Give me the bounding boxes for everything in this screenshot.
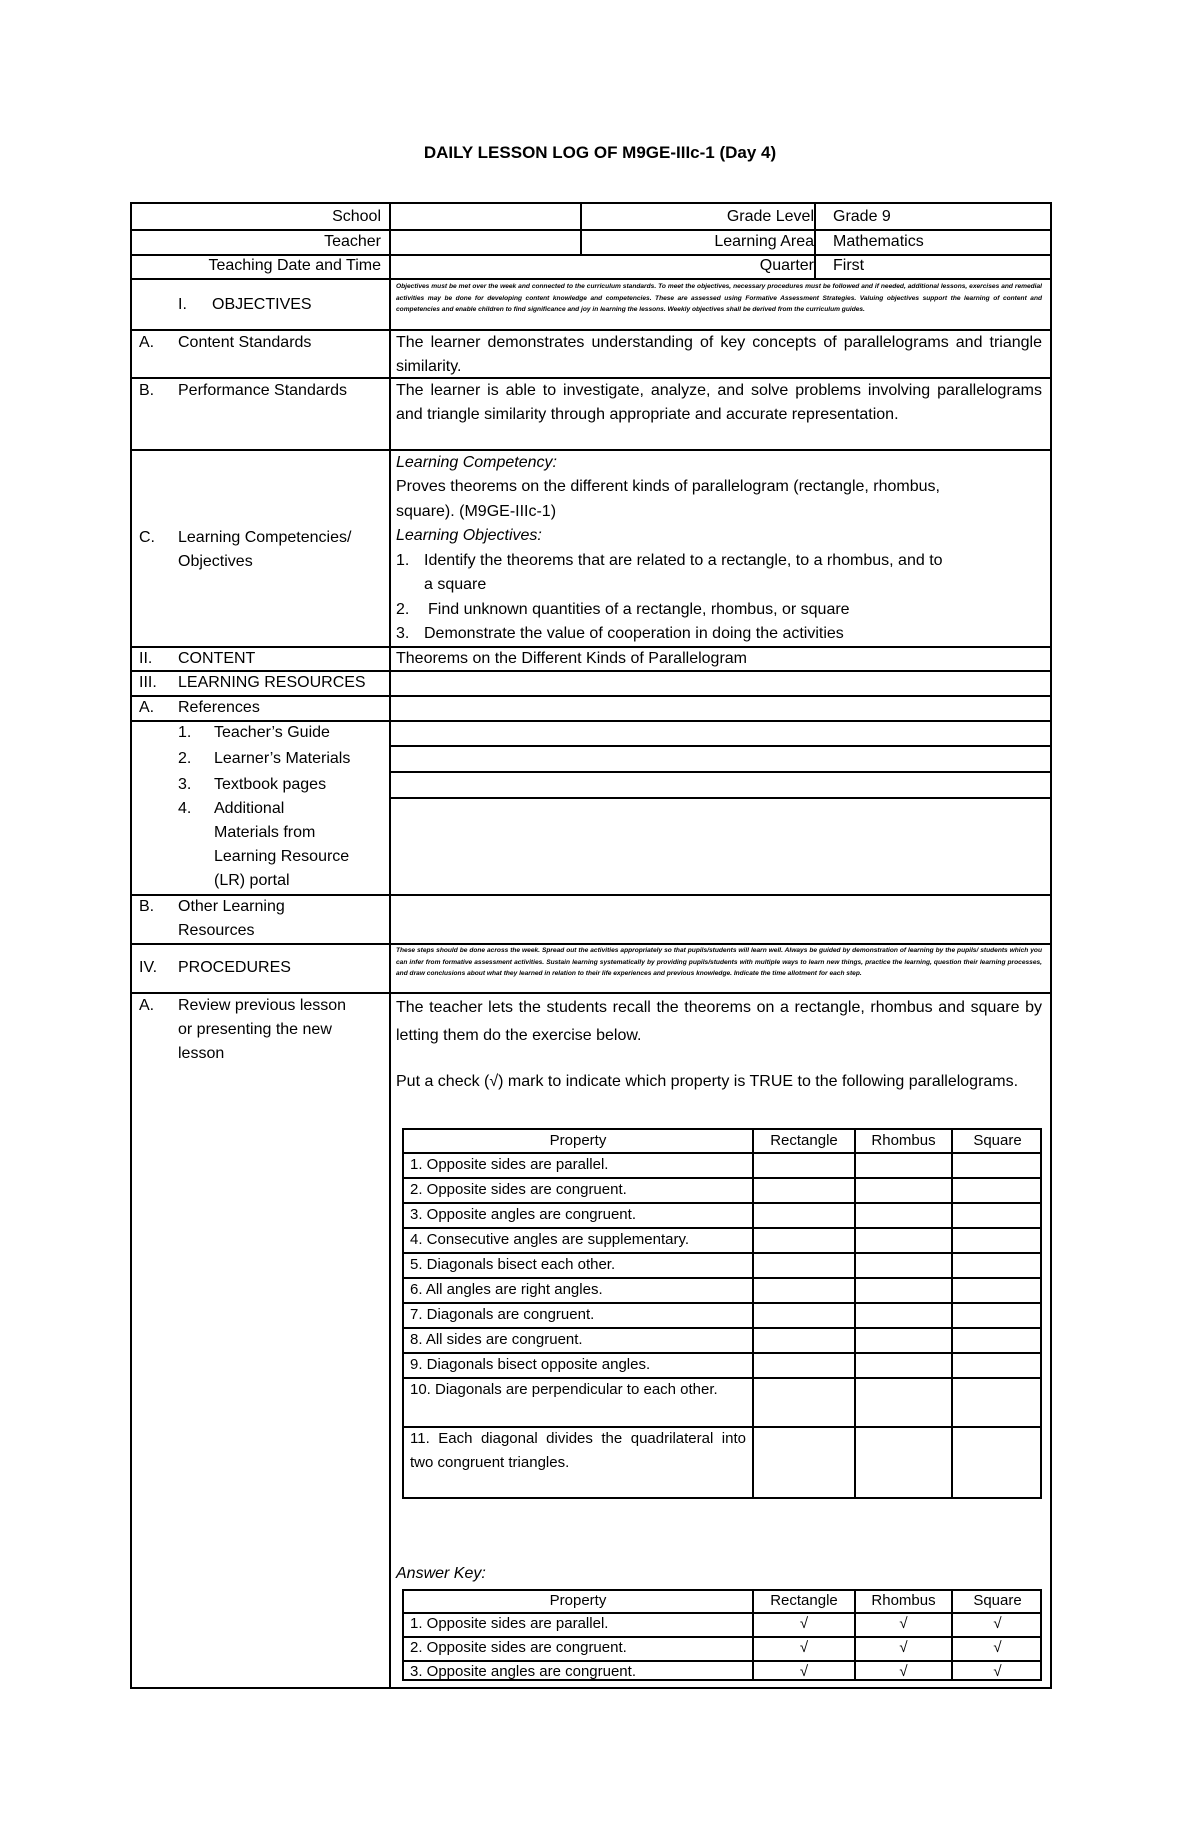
exercise-square-cell[interactable] — [953, 1152, 1042, 1175]
exercise-square-cell[interactable] — [953, 1227, 1042, 1250]
other-resources-num: B. — [139, 898, 155, 915]
exercise-square-cell[interactable] — [953, 1252, 1042, 1275]
exercise-rhombus-cell[interactable] — [856, 1327, 951, 1350]
exercise-header-rectangle: Rectangle — [770, 1132, 838, 1149]
objectives-num: I. — [178, 296, 187, 313]
answer-key-rectangle-check: √ — [799, 1639, 809, 1656]
grade-level-label: Grade Level — [726, 208, 814, 225]
other-resources-label-1: Other Learning — [178, 898, 285, 915]
exercise-header-property: Property — [549, 1132, 607, 1149]
exercise-rhombus-cell[interactable] — [856, 1152, 951, 1175]
learning-area-label: Learning Area — [714, 233, 814, 250]
review-label-1: Review previous lesson — [178, 997, 347, 1014]
ref-3-num: 3. — [178, 776, 192, 793]
references-label: References — [178, 699, 260, 716]
learning-objectives-heading: Learning Objectives: — [396, 527, 542, 544]
grade-level-value: Grade 9 — [833, 208, 891, 225]
answer-key-property: 3. Opposite angles are congruent. — [410, 1663, 636, 1680]
exercise-square-cell[interactable] — [953, 1352, 1042, 1375]
exercise-row-property: 7. Diagonals are congruent. — [410, 1306, 595, 1323]
ref-4-label-3: Learning Resource — [214, 848, 350, 865]
ref-4-label-2: Materials from — [214, 824, 316, 841]
exercise-header-square: Square — [973, 1132, 1022, 1149]
ref-4-label-4: (LR) portal — [214, 872, 290, 889]
exercise-square-cell[interactable] — [953, 1426, 1042, 1497]
exercise-rectangle-cell[interactable] — [754, 1177, 854, 1200]
procedures-label: PROCEDURES — [178, 959, 291, 976]
quarter-label: Quarter — [759, 257, 814, 274]
exercise-rhombus-cell[interactable] — [856, 1426, 951, 1497]
exercise-square-cell[interactable] — [953, 1202, 1042, 1225]
answer-key-rhombus-check: √ — [899, 1615, 908, 1632]
exercise-rectangle-cell[interactable] — [754, 1327, 854, 1350]
exercise-row-property: 5. Diagonals bisect each other. — [410, 1256, 616, 1273]
ref-3-label: Textbook pages — [214, 776, 327, 793]
exercise-row-property: 2. Opposite sides are congruent. — [410, 1181, 627, 1198]
references-num: A. — [139, 699, 155, 716]
ref-2-num: 2. — [178, 750, 192, 767]
review-label-2: or presenting the new — [178, 1021, 332, 1038]
objectives-note: Objectives must be met over the week and connected to the curriculum standards. To meet the objectives, necessary procedures must be followed and if needed, additional lessons, exercises and remedial activities may be done for developing content knowledge and competencies. These are assessed using Formative Assessment Strategies. Valuing objectives support the learning of content and competencies and enable children to find significance and joy in learning the lessons. Weekly objectives shall be derived from the curriculum guides. — [396, 283, 1042, 313]
exercise-square-cell[interactable] — [953, 1177, 1042, 1200]
answer-key-header-rectangle: Rectangle — [770, 1592, 838, 1609]
answer-key-rectangle-check: √ — [799, 1663, 809, 1680]
ref-1-label: Teacher’s Guide — [214, 724, 330, 741]
exercise-row-property: 3. Opposite angles are congruent. — [410, 1206, 636, 1223]
content-standards-label: Content Standards — [178, 334, 312, 351]
exercise-rectangle-cell[interactable] — [754, 1277, 854, 1300]
exercise-rhombus-cell[interactable] — [856, 1177, 951, 1200]
answer-key-header-square: Square — [973, 1592, 1022, 1609]
lesson-log-table — [130, 202, 1052, 1689]
objective-3-num: 3. — [396, 625, 410, 642]
content-text: Theorems on the Different Kinds of Parallelogram — [396, 650, 747, 667]
teacher-label: Teacher — [324, 233, 381, 250]
exercise-rectangle-cell[interactable] — [754, 1302, 854, 1325]
performance-standards-num: B. — [139, 382, 155, 399]
exercise-rhombus-cell[interactable] — [856, 1302, 951, 1325]
exercise-rectangle-cell[interactable] — [754, 1152, 854, 1175]
teaching-date-label: Teaching Date and Time — [208, 257, 381, 274]
objectives-label: OBJECTIVES — [212, 296, 312, 313]
exercise-rectangle-cell[interactable] — [754, 1377, 854, 1424]
content-label: CONTENT — [178, 650, 256, 667]
ref-1-num: 1. — [178, 724, 192, 741]
answer-key-property: 1. Opposite sides are parallel. — [410, 1615, 609, 1632]
answer-key-square-check: √ — [993, 1663, 1002, 1680]
review-instruction: Put a check (√) mark to indicate which property is TRUE to the following parallelograms. — [396, 1073, 1019, 1090]
objective-2-text: Find unknown quantities of a rectangle, rhombus, or square — [428, 601, 850, 618]
answer-key-rectangle-check: √ — [799, 1615, 809, 1632]
exercise-row-property: 8. All sides are congruent. — [410, 1331, 583, 1348]
exercise-square-cell[interactable] — [953, 1277, 1042, 1300]
exercise-rhombus-cell[interactable] — [856, 1202, 951, 1225]
exercise-square-cell[interactable] — [953, 1327, 1042, 1350]
review-num: A. — [139, 997, 155, 1014]
objective-3-text: Demonstrate the value of cooperation in doing the activities — [424, 625, 844, 642]
competencies-num: C. — [139, 529, 155, 546]
objective-1-text-cont: a square — [424, 576, 487, 593]
exercise-rectangle-cell[interactable] — [754, 1426, 854, 1497]
ref-4-label-1: Additional — [214, 800, 285, 817]
procedures-num: IV. — [139, 959, 158, 976]
objective-1-num: 1. — [396, 552, 410, 569]
answer-key-header-property: Property — [549, 1592, 607, 1609]
exercise-row-property: 11. Each diagonal divides the quadrilateral into two congruent triangles. — [410, 1430, 746, 1471]
answer-key-square-check: √ — [993, 1615, 1002, 1632]
answer-key-label: Answer Key: — [396, 1565, 486, 1582]
ref-2-label: Learner’s Materials — [214, 750, 351, 767]
exercise-rectangle-cell[interactable] — [754, 1352, 854, 1375]
quarter-value: First — [833, 257, 865, 274]
review-label-3: lesson — [178, 1045, 225, 1062]
exercise-rectangle-cell[interactable] — [754, 1252, 854, 1275]
content-num: II. — [139, 650, 153, 667]
learning-competency-text-1: Proves theorems on the different kinds of parallelogram (rectangle, rhombus, — [396, 478, 940, 495]
exercise-square-cell[interactable] — [953, 1302, 1042, 1325]
resources-num: III. — [139, 674, 157, 691]
review-intro: The teacher lets the students recall the theorems on a rectangle, rhombus and square by letting them do the exercise below. — [396, 999, 1042, 1044]
exercise-rhombus-cell[interactable] — [856, 1377, 951, 1424]
exercise-row-property: 4. Consecutive angles are supplementary. — [410, 1231, 690, 1248]
objective-2-num: 2. — [396, 601, 410, 618]
objective-1-text: Identify the theorems that are related to a rectangle, to a rhombus, and to — [424, 552, 943, 569]
answer-key-property: 2. Opposite sides are congruent. — [410, 1639, 627, 1656]
exercise-header-rhombus: Rhombus — [871, 1132, 936, 1149]
exercise-rhombus-cell[interactable] — [856, 1277, 951, 1300]
school-label: School — [332, 208, 381, 225]
exercise-square-cell[interactable] — [953, 1377, 1042, 1424]
ref-4-num: 4. — [178, 800, 192, 817]
exercise-rhombus-cell[interactable] — [856, 1227, 951, 1250]
exercise-row-property: 1. Opposite sides are parallel. — [410, 1156, 609, 1173]
answer-key-rhombus-check: √ — [899, 1663, 908, 1680]
answer-key-square-check: √ — [993, 1639, 1002, 1656]
answer-key-rhombus-check: √ — [899, 1639, 908, 1656]
learning-competency-heading: Learning Competency: — [396, 454, 557, 471]
exercise-row-property: 9. Diagonals bisect opposite angles. — [410, 1356, 651, 1373]
exercise-rectangle-cell[interactable] — [754, 1202, 854, 1225]
resources-label: LEARNING RESOURCES — [178, 674, 366, 691]
performance-standards-text: The learner is able to investigate, analyze, and solve problems involving parallelograms and triangle similarity through appropriate and accurate representation. — [396, 382, 1042, 423]
answer-key-header-rhombus: Rhombus — [871, 1592, 936, 1609]
content-standards-text: The learner demonstrates understanding of key concepts of parallelograms and triangle similarity. — [396, 334, 1042, 375]
other-resources-label-2: Resources — [178, 922, 255, 939]
exercise-row-property: 10. Diagonals are perpendicular to each other. — [410, 1381, 718, 1398]
performance-standards-label: Performance Standards — [178, 382, 347, 399]
exercise-rhombus-cell[interactable] — [856, 1352, 951, 1375]
competencies-label-2: Objectives — [178, 553, 253, 570]
learning-competency-text-2: square). (M9GE-IIIc-1) — [396, 503, 557, 520]
exercise-rhombus-cell[interactable] — [856, 1252, 951, 1275]
procedures-note: These steps should be done across the week. Spread out the activities appropriately so that pupils/students will learn well. Always be guided by demonstration of learning by the pupils/ students which you can infer from formative assessment activities. Sustain learning systematically by providing pupils/students with multiple ways to learn new things, practice the learning, question their learning processes, and draw conclusions about what they learned in relation to their life experiences and previous knowledge. Indicate the time allotment for each step. — [396, 947, 1042, 977]
exercise-row-property: 6. All angles are right angles. — [410, 1281, 603, 1298]
page-title: DAILY LESSON LOG OF M9GE-IIIc-1 (Day 4) — [423, 143, 777, 162]
content-standards-num: A. — [139, 334, 155, 351]
exercise-rectangle-cell[interactable] — [754, 1227, 854, 1250]
learning-area-value: Mathematics — [833, 233, 924, 250]
competencies-label-1: Learning Competencies/ — [178, 529, 352, 546]
